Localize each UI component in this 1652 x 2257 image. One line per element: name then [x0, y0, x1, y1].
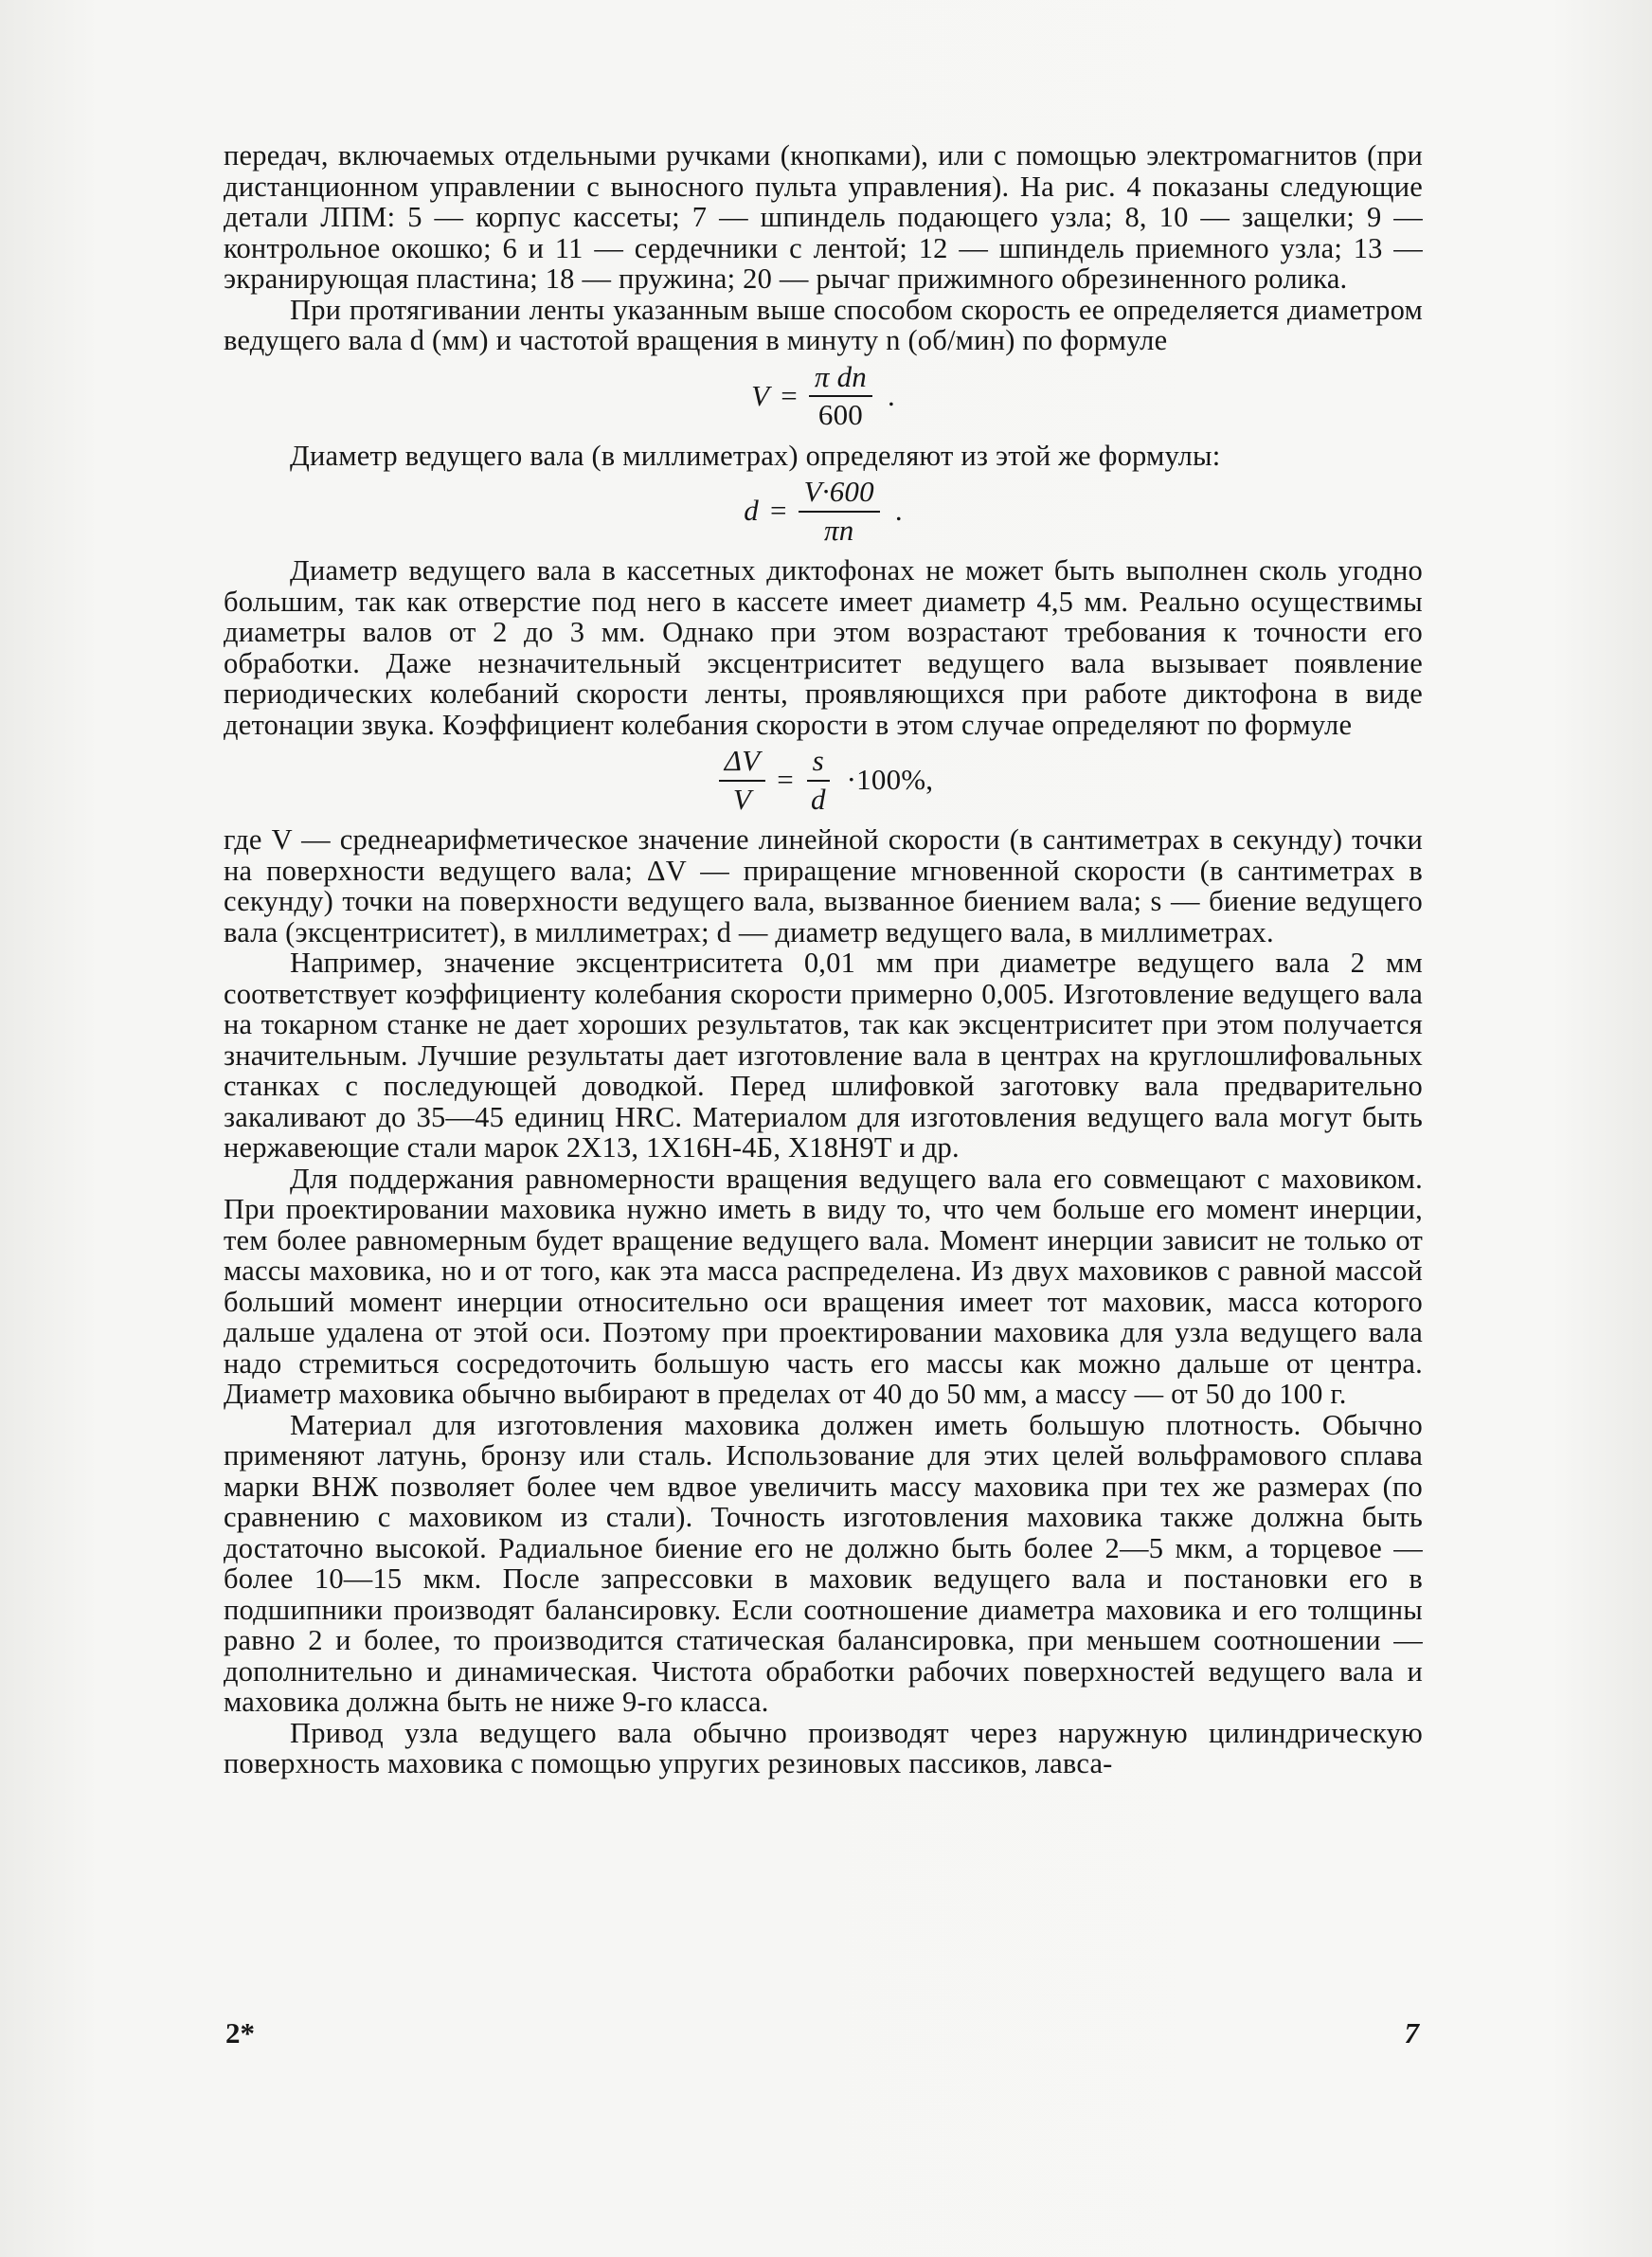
paragraph-eccentricity-example: Например, значение эксцентриситета 0,01 мм при диаметре ведущего вала 2 мм соответствует коэффициенту колебания скорости примерно 0,005. Изготовление ведущего вала на токарном станке не дает хороших результатов, так как эксцентриситет при этом получается значительным. Лучшие результаты дает изготовление вала в центрах на круглошлифовальных станках с последующей доводкой. Перед шлифовкой заготовку вала предварительно закаливают до 35—45 единиц HRC. Материалом для изготовления ведущего вала могут быть нержавеющие стали марок 2Х13, 1Х16Н-4Б, Х18Н9Т и др.: [224, 947, 1423, 1164]
paragraph-drive: Привод узла ведущего вала обычно производят через наружную цилиндрическую поверхность маховика с помощью упругих резиновых пассиков, лавса-: [224, 1716, 1423, 1779]
formula-diameter-numerator: V·600: [799, 477, 880, 513]
paragraph-speed-intro: При протягивании ленты указанным выше способом скорость ее определяется диаметром ведущего вала d (мм) и частотой вращения в минуту n (об/мин) по формуле: [224, 293, 1423, 356]
paragraph-diameter-intro: Диаметр ведущего вала (в миллиметрах) определяют из этой же формулы:: [290, 439, 1221, 472]
paragraph-variable-definitions: где V — среднеарифметическое значение линейной скорости (в сантиметрах в секунду) точки на поверхности ведущего вала; ΔV — приращение мгновенной скорости (в сантиметрах в секунду) точки на поверхности ведущего вала, вызванное биением вала; s — биение ведущего вала (эксцентриситет), в миллиметрах; d — диаметр ведущего вала, в миллиметрах.: [224, 823, 1423, 948]
formula-speed-eq: =: [781, 378, 798, 412]
formula-oscillation-numerator-left: ΔV: [719, 746, 766, 782]
formula-diameter-lhs: d: [744, 494, 759, 528]
formula-oscillation-denominator-right: d: [810, 782, 826, 816]
formula-oscillation: [224, 746, 1423, 815]
formula-speed-lhs: V: [751, 378, 770, 412]
formula-speed: [224, 359, 1423, 431]
paragraph-cassette-diameter: Диаметр ведущего вала в кассетных диктофонах не может быть выполнен сколь угодно большим, так как отверстие под него в кассете имеет диаметр 4,5 мм. Реально осуществимы диаметры валов от 2 до 3 мм. Однако при этом возрастают требования к точности его обработки. Даже незначительный эксцентриситет ведущего вала вызывает появление периодических колебаний скорости ленты, проявляющихся при работе диктофона в виде детонации звука. Коэффициент колебания скорости в этом случае определяют по формуле: [224, 554, 1423, 741]
signature-mark: 2*: [225, 2016, 255, 2049]
formula-oscillation-fraction-left: [719, 746, 766, 815]
paragraph-flywheel-inertia: Для поддержания равномерности вращения ведущего вала его совмещают с маховиком. При проектировании маховика нужно иметь в виду то, что чем больше его момент инерции, тем более равномерным будет вращение ведущего вала. Момент инерции зависит не только от массы маховика, но и от того, как эта масса распределена. Из двух маховиков с равной массой больший момент инерции относительно оси вращения имеет тот маховик, масса которого дальше удалена от этой оси. Поэтому при проектировании маховика для узла ведущего вала надо стремиться сосредоточить большую часть его массы как можно дальше от центра. Диаметр маховика обычно выбирают в пределах от 40 до 50 мм, а массу — от 50 до 100 г.: [224, 1162, 1423, 1410]
formula-speed-fraction: [809, 359, 872, 431]
paragraph-ltm-parts: передач, включаемых отдельными ручками (кнопками), или с помощью электромагнитов (при дистанционном управлении с выносного пульта управления). На рис. 4 показаны следующие детали ЛПМ: 5 — корпус кассеты; 7 — шпиндель подающего узла; 8, 10 — защелки; 9 — контрольное окошко; 6 и 11 — сердечники с лентой; 12 — шпиндель приемного узла; 13 — экранирующая пластина; 18 — пружина; 20 — рычаг прижимного обрезиненного ролика.: [224, 139, 1423, 295]
formula-oscillation-eq: =: [777, 763, 794, 797]
formula-oscillation-numerator-right: s: [807, 746, 830, 782]
formula-speed-numerator: π dn: [809, 362, 872, 398]
formula-diameter: [224, 477, 1423, 546]
formula-oscillation-fraction-right: [805, 746, 832, 815]
formula-oscillation-tail: ·100%,: [846, 763, 934, 797]
formula-diameter-fraction: [799, 477, 880, 546]
page-number: 7: [1404, 2016, 1419, 2049]
formula-oscillation-denominator-left: V: [732, 782, 752, 816]
formula-diameter-eq: =: [769, 494, 787, 528]
formula-diameter-tail: .: [894, 494, 903, 528]
formula-speed-tail: .: [887, 378, 895, 412]
formula-diameter-denominator: πn: [824, 513, 854, 547]
document-page: [224, 140, 1423, 2196]
formula-speed-denominator: 600: [817, 398, 863, 431]
page-footer: [224, 2016, 1423, 2054]
paragraph-flywheel-material: Материал для изготовления маховика должен иметь большую плотность. Обычно применяют латунь, бронзу или сталь. Использование для этих целей вольфрамового сплава марки ВНЖ позволяет более чем вдвое увеличить массу маховика при тех же размерах (по сравнению с маховиком из стали). Точность изготовления маховика также должна быть достаточно высокой. Радиальное биение его не должно быть более 2—5 мкм, а торцевое — более 10—15 мкм. После запрессовки в маховик ведущего вала и постановки его в подшипники производят балансировку. Если соотношение диаметра маховика и его толщины равно 2 и более, то производится статическая балансировка, при меньшем соотношении — дополнительно и динамическая. Чистота обработки рабочих поверхностей ведущего вала и маховика должна быть не ниже 9-го класса.: [224, 1408, 1423, 1718]
